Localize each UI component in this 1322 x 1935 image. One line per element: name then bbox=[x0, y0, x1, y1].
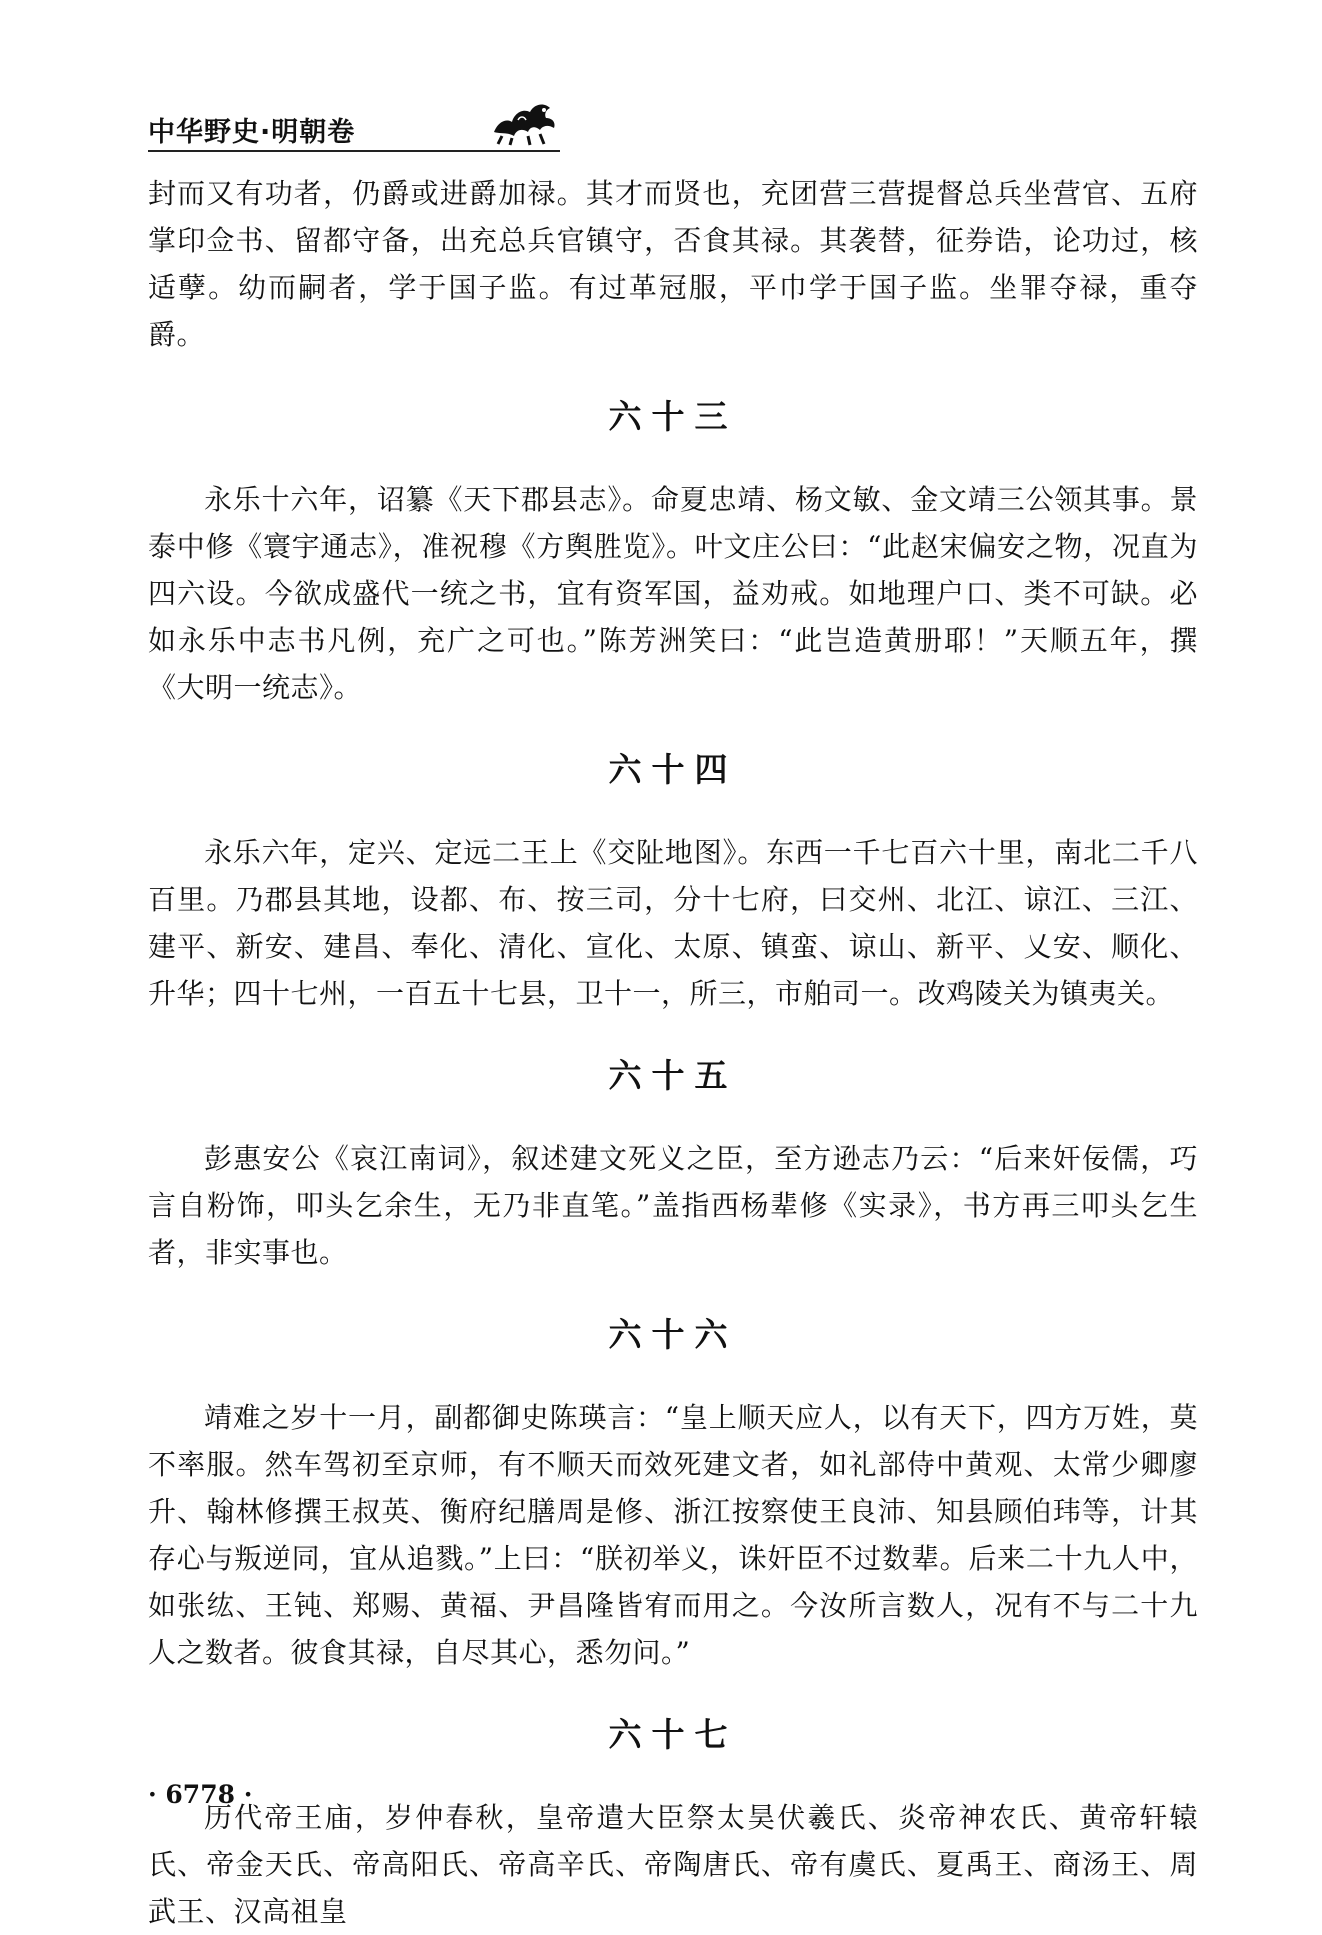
section-paragraph: 历代帝王庙，岁仲春秋，皇帝遣大臣祭太昊伏羲氏、炎帝神农氏、黄帝轩辕氏、帝金天氏、帝高阳氏、帝高辛氏、帝陶唐氏、帝有虞氏、夏禹王、商汤王、周武王、汉高祖皇 bbox=[148, 1801, 1198, 1928]
continued-paragraph: 封而又有功者，仍爵或进爵加禄。其才而贤也，充团营三营提督总兵坐营官、五府掌印佥书、留都守备，出充总兵官镇守，否食其禄。其袭替，征券诰，论功过，核适孽。幼而嗣者，学于国子监。有过革冠服，平巾学于国子监。坐罪夺禄，重夺爵。 bbox=[148, 177, 1198, 351]
page-body bbox=[148, 170, 1198, 1935]
section-heading: 六十五 bbox=[608, 1056, 738, 1095]
page-number: · 6778 · bbox=[148, 1780, 253, 1809]
section-heading: 六十三 bbox=[608, 397, 738, 436]
section-heading: 六十四 bbox=[608, 750, 738, 789]
section-paragraph: 靖难之岁十一月，副都御史陈瑛言：“皇上顺天应人，以有天下，四方万姓，莫不率服。然车驾初至京师，有不顺天而效死建文者，如礼部侍中黄观、太常少卿廖升、翰林修撰王叔英、衡府纪膳周是修、浙江按察使王良沛、知县顾伯玮等，计其存心与叛逆同，宜从追戮。”上曰：“朕初举义，诛奸臣不过数辈。后来二十九人中，如张纮、王钝、郑赐、黄福、尹昌隆皆宥而用之。今汝所言数人，况有不与二十九人之数者。彼食其禄，自尽其心，悉勿问。” bbox=[148, 1401, 1198, 1669]
dragon-emblem-icon bbox=[488, 92, 560, 146]
section-paragraph: 永乐六年，定兴、定远二王上《交阯地图》。东西一千七百六十里，南北二千八百里。乃郡县其地，设都、布、按三司，分十七府，曰交州、北江、谅江、三江、建平、新安、建昌、奉化、清化、宣化、太原、镇蛮、谅山、新平、乂安、顺化、升华；四十七州，一百五十七县，卫十一，所三，市舶司一。改鸡陵关为镇夷关。 bbox=[148, 836, 1198, 1010]
book-title: 中华野史·明朝卷 bbox=[148, 117, 356, 148]
section-paragraph: 彭惠安公《哀江南词》，叙述建文死义之臣，至方逊志乃云：“后来奸佞儒，巧言自粉饰，叩头乞余生，无乃非直笔。”盖指西杨辈修《实录》，书方再三叩头乞生者，非实事也。 bbox=[148, 1142, 1198, 1269]
header-rule bbox=[148, 150, 560, 152]
section-paragraph: 永乐十六年，诏纂《天下郡县志》。命夏忠靖、杨文敏、金文靖三公领其事。景泰中修《寰宇通志》，准祝穆《方舆胜览》。叶文庄公曰：“此赵宋偏安之物，况直为四六设。今欲成盛代一统之书，宜有资军国，益劝戒。如地理户口、类不可缺。必如永乐中志书凡例，充广之可也。”陈芳洲笑曰：“此岂造黄册耶！”天顺五年，撰《大明一统志》。 bbox=[148, 483, 1198, 704]
section-heading: 六十七 bbox=[608, 1715, 738, 1754]
running-header bbox=[148, 88, 560, 158]
section-heading: 六十六 bbox=[608, 1315, 738, 1354]
